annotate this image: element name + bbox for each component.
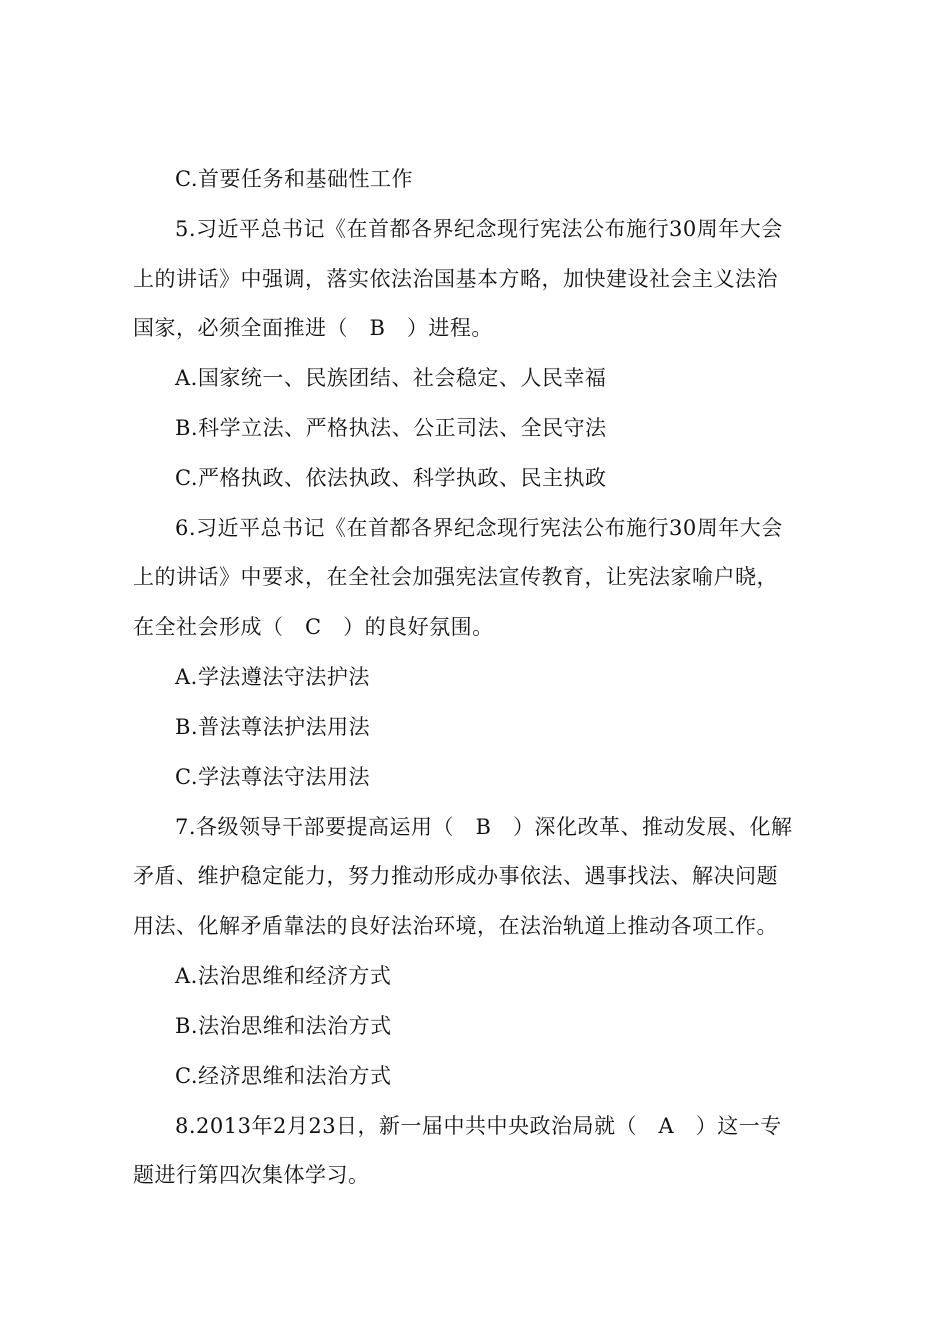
question-7-line-3: 用法、化解矛盾靠法的良好法治环境，在法治轨道上推动各项工作。 <box>133 914 778 938</box>
question-8-line-1: 8.2013年2月23日，新一届中共中央政治局就（ A ）这一专 <box>175 1114 782 1138</box>
option-line: B.法治思维和法治方式 <box>175 1014 392 1038</box>
option-line: A.国家统一、民族团结、社会稳定、人民幸福 <box>175 366 607 390</box>
option-line: B.科学立法、严格执法、公正司法、全民守法 <box>175 416 607 440</box>
question-6-line-1: 6.习近平总书记《在首都各界纪念现行宪法公布施行30周年大会 <box>175 516 783 540</box>
option-line: C.首要任务和基础性工作 <box>175 167 413 191</box>
question-8-line-2: 题进行第四次集体学习。 <box>133 1163 370 1187</box>
question-5-line-1: 5.习近平总书记《在首都各界纪念现行宪法公布施行30周年大会 <box>175 217 783 241</box>
question-6-line-3: 在全社会形成（ C ）的良好氛围。 <box>133 615 494 639</box>
question-6-line-2: 上的讲话》中要求，在全社会加强宪法宣传教育，让宪法家喻户晓， <box>133 565 778 589</box>
question-5-line-2: 上的讲话》中强调，落实依法治国基本方略，加快建设社会主义法治 <box>133 267 778 291</box>
question-7-line-2: 矛盾、维护稳定能力，努力推动形成办事依法、遇事找法、解决问题 <box>133 864 778 888</box>
option-line: A.学法遵法守法护法 <box>175 665 370 689</box>
option-line: A.法治思维和经济方式 <box>175 964 392 988</box>
question-7-line-1: 7.各级领导干部要提高运用（ B ）深化改革、推动发展、化解 <box>175 815 793 839</box>
option-line: C.学法尊法守法用法 <box>175 765 370 789</box>
option-line: B.普法尊法护法用法 <box>175 715 371 739</box>
option-line: C.经济思维和法治方式 <box>175 1064 392 1088</box>
option-line: C.严格执政、依法执政、科学执政、民主执政 <box>175 466 607 490</box>
question-5-line-3: 国家，必须全面推进（ B ）进程。 <box>133 316 493 340</box>
